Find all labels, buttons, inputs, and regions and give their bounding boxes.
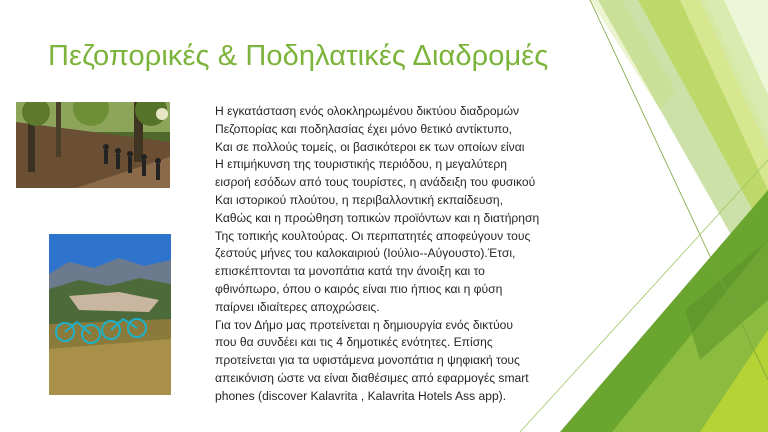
body-line: Καθώς και η προώθηση τοπικών προϊόντων και η διατήρηση — [215, 210, 540, 225]
hikers-forest-trail-photo — [16, 102, 170, 188]
body-line: Η επιμήκυνση της τουριστικής περιόδου, η μεγαλύτερη — [215, 157, 508, 172]
body-line: phones (discover Kalavrita , Kalavrita Hotels Ass app). — [215, 388, 507, 403]
body-line: Της τοπικής κουλτούρας. Οι περιπατητές αποφεύγουν τους — [215, 228, 531, 243]
body-line: εισροή εσόδων από τους τουρίστες, η ανάδειξη του φυσικού — [215, 175, 536, 190]
body-line: Και σε πολλούς τομείς, οι βασικότεροι εκ των οποίων είναι — [215, 139, 525, 154]
body-line: απεικόνιση ώστε να είναι διαθέσιμες από εφαρμογές smart — [215, 370, 529, 385]
body-line: φθινόπωρο, όπου ο καιρός είναι πιο ήπιος και η φύση — [215, 281, 503, 296]
body-line: Και ιστορικού πλούτου, η περιβαλλοντική εκπαίδευση, — [215, 192, 504, 207]
mountain-bikes-valley-photo — [49, 234, 171, 395]
body-line: προτείνεται για τα υφιστάμενα μονοπάτια η ψηφιακή τους — [215, 353, 520, 368]
body-line: Η εγκατάσταση ενός ολοκληρωμένου δικτύου διαδρομών — [215, 104, 520, 118]
body-line: Για τον Δήμο μας προτείνεται η δημιουργία ενός δικτύου — [215, 317, 514, 332]
body-line: Πεζοπορίας και ποδηλασίας έχει μόνο θετικό αντίκτυπο, — [215, 121, 513, 136]
body-line: επισκέπτονται τα μονοπάτια κατά την άνοιξη και το — [215, 264, 485, 279]
body-line: παίρνει ιδιαίτερες αποχρώσεις. — [215, 299, 380, 314]
body-line: που θα συνδέει και τις 4 δημοτικές ενότητες. Επίσης — [215, 335, 493, 350]
body-line: ζεστούς μήνες του καλοκαιριού (Ιούλιο--Αύγουστο).Έτσι, — [215, 246, 516, 261]
body-text — [215, 103, 595, 406]
slide-title: Πεζοπορικές & Ποδηλατικές Διαδρομές — [48, 40, 549, 72]
